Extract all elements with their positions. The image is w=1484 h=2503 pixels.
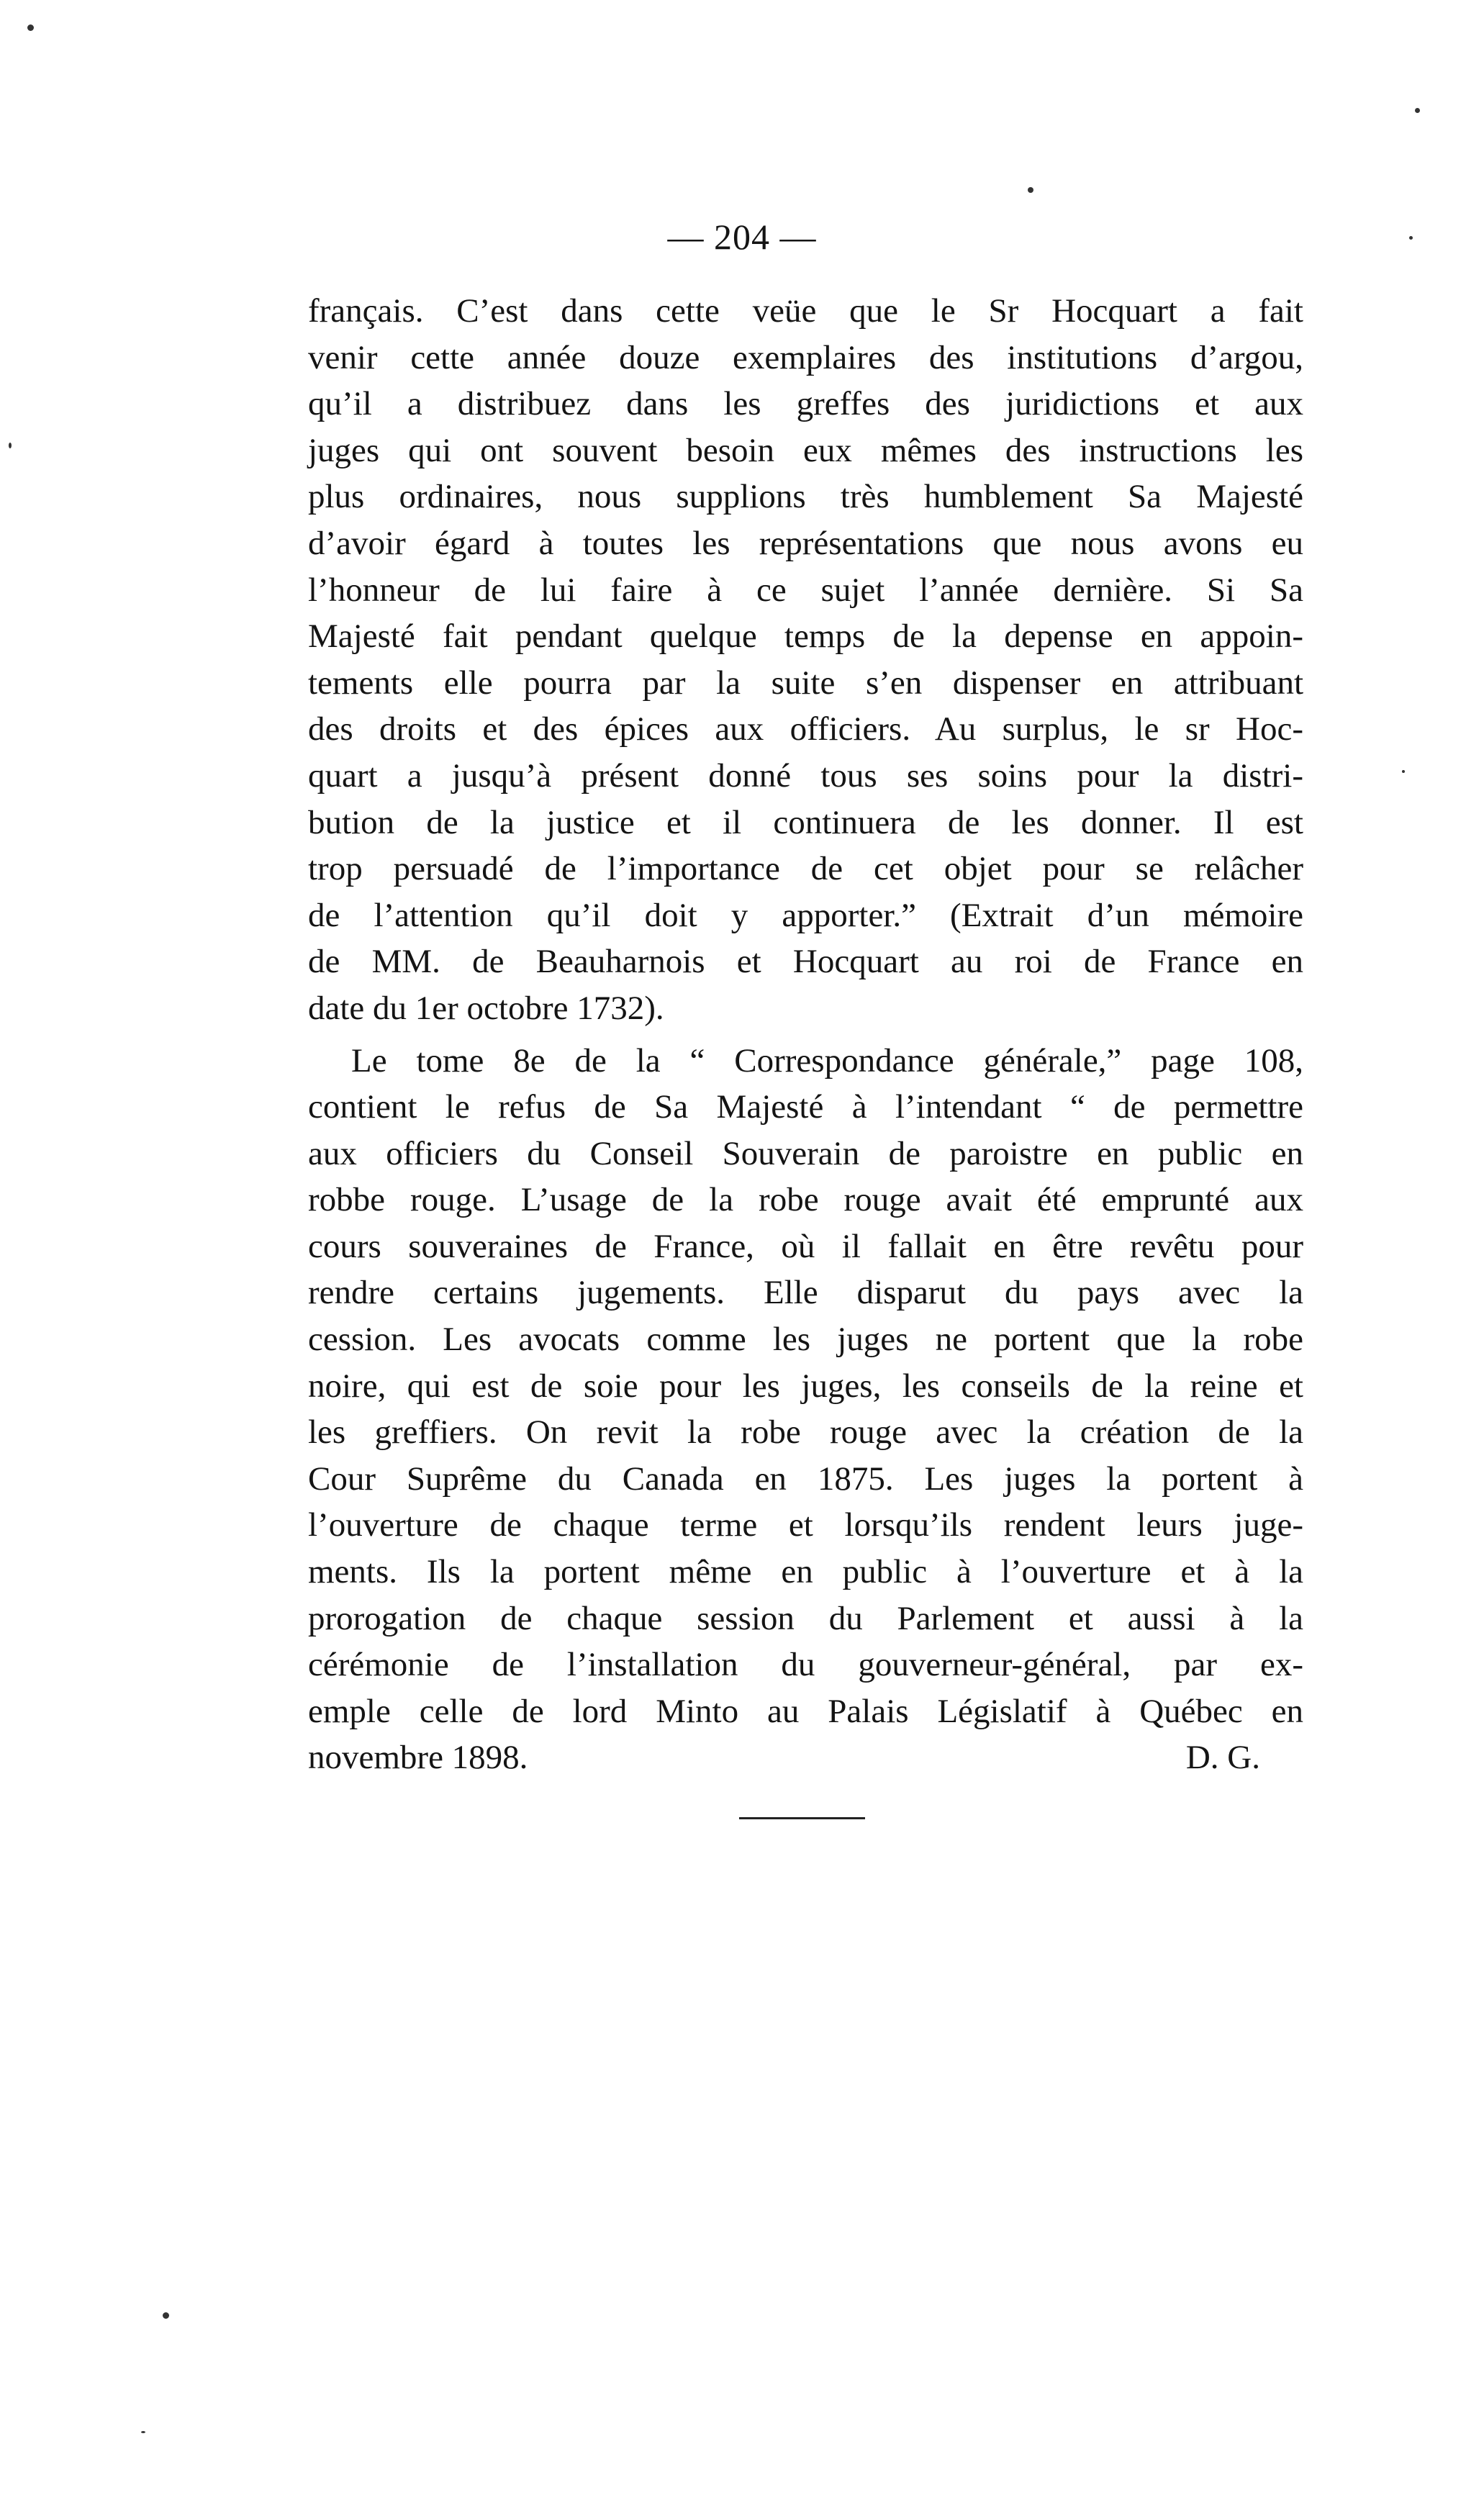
text-line: bution de la justice et il continuera de les donner. Il est [308, 803, 1303, 841]
closing-line [308, 1734, 1303, 1781]
paragraph-gap [308, 1032, 1303, 1038]
text-line: l’honneur de lui faire à ce sujet l’année dernière. Si Sa [308, 571, 1303, 609]
author-signature: D. G. [1185, 1739, 1260, 1777]
scan-speck [1415, 108, 1420, 113]
text-line: ments. Ils la portent même en public à l’ouverture et à la [308, 1553, 1303, 1591]
text-line: noire, qui est de soie pour les juges, les conseils de la reine et [308, 1367, 1303, 1405]
text-line: juges qui ont souvent besoin eux mêmes des instructions les [308, 431, 1303, 469]
scan-speck [1402, 770, 1405, 773]
text-line: robbe rouge. L’usage de la robe rouge avait été emprunté aux [308, 1181, 1303, 1219]
body-text [308, 288, 1303, 1781]
text-line: cours souveraines de France, où il fallait en être revêtu pour [308, 1227, 1303, 1265]
text-line: les greffiers. On revit la robe rouge avec la création de la [308, 1413, 1303, 1452]
text-line: cession. Les avocats comme les juges ne portent que la robe [308, 1321, 1303, 1359]
text-line: aux officiers du Conseil Souverain de paroistre en public en [308, 1134, 1303, 1172]
text-line: des droits et des épices aux officiers. Au surplus, le sr Hoc- [308, 710, 1303, 748]
scan-speck [1409, 236, 1413, 240]
text-line: prorogation de chaque session du Parlement et aussi à la [308, 1599, 1303, 1637]
text-line: de l’attention qu’il doit y apporter.” (Extrait d’un mémoire [308, 896, 1303, 934]
closing-text: novembre 1898. [308, 1739, 528, 1777]
text-line: trop persuadé de l’importance de cet objet pour se relâcher [308, 850, 1303, 888]
scan-speck [141, 2431, 145, 2433]
text-line: français. C’est dans cette veüe que le Sr Hocquart a fait [308, 292, 1303, 330]
text-line: venir cette année douze exemplaires des institutions d’argou, [308, 338, 1303, 376]
text-line: d’avoir égard à toutes les représentations que nous avons eu [308, 524, 1303, 562]
scan-speck [1028, 187, 1033, 193]
text-line: rendre certains jugements. Elle disparut du pays avec la [308, 1274, 1303, 1312]
text-line: cérémonie de l’installation du gouverneur-général, par ex- [308, 1646, 1303, 1684]
section-divider [739, 1817, 865, 1819]
scan-speck [163, 2312, 169, 2319]
text-line: Cour Suprême du Canada en 1875. Les juges la portent à [308, 1459, 1303, 1498]
text-line: Le tome 8e de la “ Correspondance générale,” page 108, [351, 1041, 1303, 1079]
text-line: plus ordinaires, nous supplions très humblement Sa Majesté [308, 478, 1303, 516]
text-line: de MM. de Beauharnois et Hocquart au roi de France en [308, 943, 1303, 981]
text-line: quart a jusqu’à présent donné tous ses soins pour la distri- [308, 756, 1303, 795]
paragraph-2 [308, 1038, 1303, 1782]
page-number: — 204 — [667, 217, 817, 257]
scan-speck [9, 443, 12, 448]
text-line: date du 1er octobre 1732). [308, 989, 664, 1027]
text-line: tements elle pourra par la suite s’en dispenser en attribuant [308, 664, 1303, 702]
text-line: l’ouverture de chaque terme et lorsqu’ils rendent leurs juge- [308, 1506, 1303, 1544]
text-line: Majesté fait pendant quelque temps de la depense en appoin- [308, 617, 1303, 656]
scan-speck [27, 24, 34, 31]
text-line: qu’il a distribuez dans les greffes des juridictions et aux [308, 385, 1303, 423]
text-line: contient le refus de Sa Majesté à l’intendant “ de permettre [308, 1088, 1303, 1126]
text-line: emple celle de lord Minto au Palais Législatif à Québec en [308, 1692, 1303, 1730]
paragraph-1 [308, 288, 1303, 1032]
